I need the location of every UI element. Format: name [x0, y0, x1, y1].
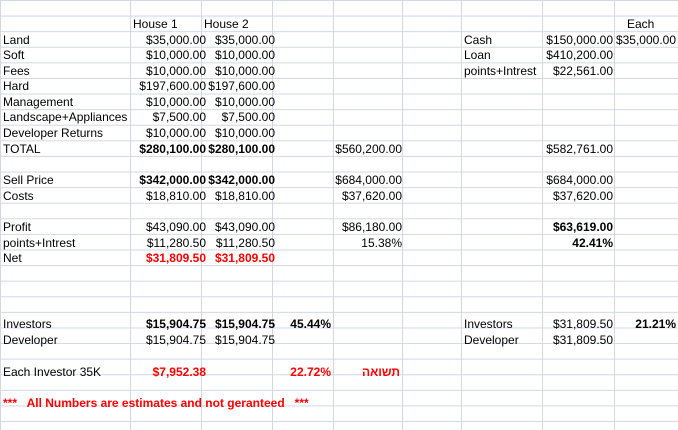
- profit-sum[interactable]: $86,180.00: [341, 220, 402, 234]
- developer-house1[interactable]: $15,904.75: [145, 333, 206, 347]
- cash-each[interactable]: $35,000.00: [615, 33, 676, 47]
- label-developer[interactable]: Developer: [3, 333, 58, 347]
- points-right-pct[interactable]: 42.41%: [572, 236, 613, 250]
- label-developer-right[interactable]: Developer: [464, 333, 519, 347]
- label-investors-right[interactable]: Investors: [464, 317, 513, 331]
- label-profit[interactable]: Profit: [3, 220, 32, 234]
- net-house2[interactable]: $31,809.50: [214, 251, 275, 265]
- developer-house2[interactable]: $15,904.75: [214, 333, 275, 347]
- investors-right[interactable]: $31,809.50: [552, 317, 613, 331]
- investors-house1[interactable]: $15,904.75: [145, 317, 206, 331]
- profit-house2[interactable]: $43,090.00: [214, 220, 275, 234]
- label-cash[interactable]: Cash: [464, 33, 493, 47]
- total-sum[interactable]: $560,200.00: [335, 142, 402, 156]
- costs-sum[interactable]: $37,620.00: [341, 189, 402, 203]
- landscape-house1[interactable]: $7,500.00: [152, 110, 206, 124]
- loan-value[interactable]: $410,200.00: [546, 48, 613, 62]
- label-landscape[interactable]: Landscape+Appliances: [3, 110, 128, 124]
- soft-house1[interactable]: $10,000.00: [145, 48, 206, 62]
- profit-right[interactable]: $63,619.00: [552, 220, 613, 234]
- disclaimer: *** All Numbers are estimates and not geranteed ***: [3, 396, 309, 410]
- grid-col-line: [130, 0, 131, 430]
- costs-right[interactable]: $37,620.00: [552, 189, 613, 203]
- points-house1[interactable]: $11,280.50: [146, 236, 206, 250]
- management-house2[interactable]: $10,000.00: [214, 95, 275, 109]
- profit-house1[interactable]: $43,090.00: [145, 220, 206, 234]
- hard-house1[interactable]: $197,600.00: [139, 79, 206, 93]
- points-sum-pct[interactable]: 15.38%: [361, 236, 402, 250]
- devreturns-house2[interactable]: $10,000.00: [214, 126, 275, 140]
- costs-house1[interactable]: $18,810.00: [145, 189, 206, 203]
- label-costs[interactable]: Costs: [3, 189, 34, 203]
- land-house2[interactable]: $35,000.00: [214, 33, 275, 47]
- landscape-house2[interactable]: $7,500.00: [221, 110, 275, 124]
- label-soft[interactable]: Soft: [3, 48, 25, 62]
- total-house1[interactable]: $280,100.00: [139, 142, 206, 156]
- grid-col-line: [614, 0, 615, 430]
- investors-right-pct[interactable]: 21.21%: [635, 317, 676, 331]
- header-house1[interactable]: House 1: [133, 17, 178, 31]
- label-sell[interactable]: Sell Price: [3, 173, 54, 187]
- costs-house2[interactable]: $18,810.00: [214, 189, 275, 203]
- hard-house2[interactable]: $197,600.00: [208, 79, 275, 93]
- label-each-investor[interactable]: Each Investor 35K: [3, 365, 102, 379]
- fees-house1[interactable]: $10,000.00: [145, 64, 206, 78]
- label-net[interactable]: Net: [3, 251, 22, 265]
- label-hard[interactable]: Hard: [3, 79, 30, 93]
- points-house2[interactable]: $11,280.50: [215, 236, 275, 250]
- label-management[interactable]: Management: [3, 95, 74, 109]
- grid-col-line: [333, 0, 334, 430]
- devreturns-house1[interactable]: $10,000.00: [145, 126, 206, 140]
- land-house1[interactable]: $35,000.00: [145, 33, 206, 47]
- management-house1[interactable]: $10,000.00: [145, 95, 206, 109]
- each-investor-value[interactable]: $7,952.38: [152, 365, 206, 379]
- label-investors[interactable]: Investors: [3, 317, 52, 331]
- label-total[interactable]: TOTAL: [3, 142, 41, 156]
- label-land[interactable]: Land: [3, 33, 30, 47]
- grid-col-line: [461, 0, 462, 430]
- developer-right[interactable]: $31,809.50: [552, 333, 613, 347]
- label-fees[interactable]: Fees: [3, 64, 30, 78]
- investors-house2[interactable]: $15,904.75: [214, 317, 275, 331]
- sell-house2[interactable]: $342,000.00: [208, 173, 275, 187]
- header-house2[interactable]: House 2: [204, 17, 249, 31]
- fees-house2[interactable]: $10,000.00: [214, 64, 275, 78]
- net-house1[interactable]: $31,809.50: [145, 251, 206, 265]
- return-note[interactable]: תשואה: [362, 365, 400, 379]
- grid-col-line: [402, 0, 403, 430]
- sell-house1[interactable]: $342,000.00: [139, 173, 206, 187]
- label-loan[interactable]: Loan: [464, 48, 491, 62]
- sell-sum[interactable]: $684,000.00: [335, 173, 402, 187]
- investors-pct[interactable]: 45.44%: [290, 317, 331, 331]
- label-points-right[interactable]: points+Intrest: [464, 64, 537, 78]
- points-right-value[interactable]: $22,561.00: [552, 64, 613, 78]
- soft-house2[interactable]: $10,000.00: [214, 48, 275, 62]
- total-house2[interactable]: $280,100.00: [208, 142, 275, 156]
- sell-right[interactable]: $684,000.00: [546, 173, 613, 187]
- total-right[interactable]: $582,761.00: [546, 142, 613, 156]
- label-points[interactable]: points+Intrest: [3, 236, 76, 250]
- cash-value[interactable]: $150,000.00: [546, 33, 613, 47]
- header-each[interactable]: Each: [627, 17, 655, 31]
- each-investor-pct[interactable]: 22.72%: [290, 365, 331, 379]
- grid-col-line: [542, 0, 543, 430]
- label-devreturns[interactable]: Developer Returns: [3, 126, 104, 140]
